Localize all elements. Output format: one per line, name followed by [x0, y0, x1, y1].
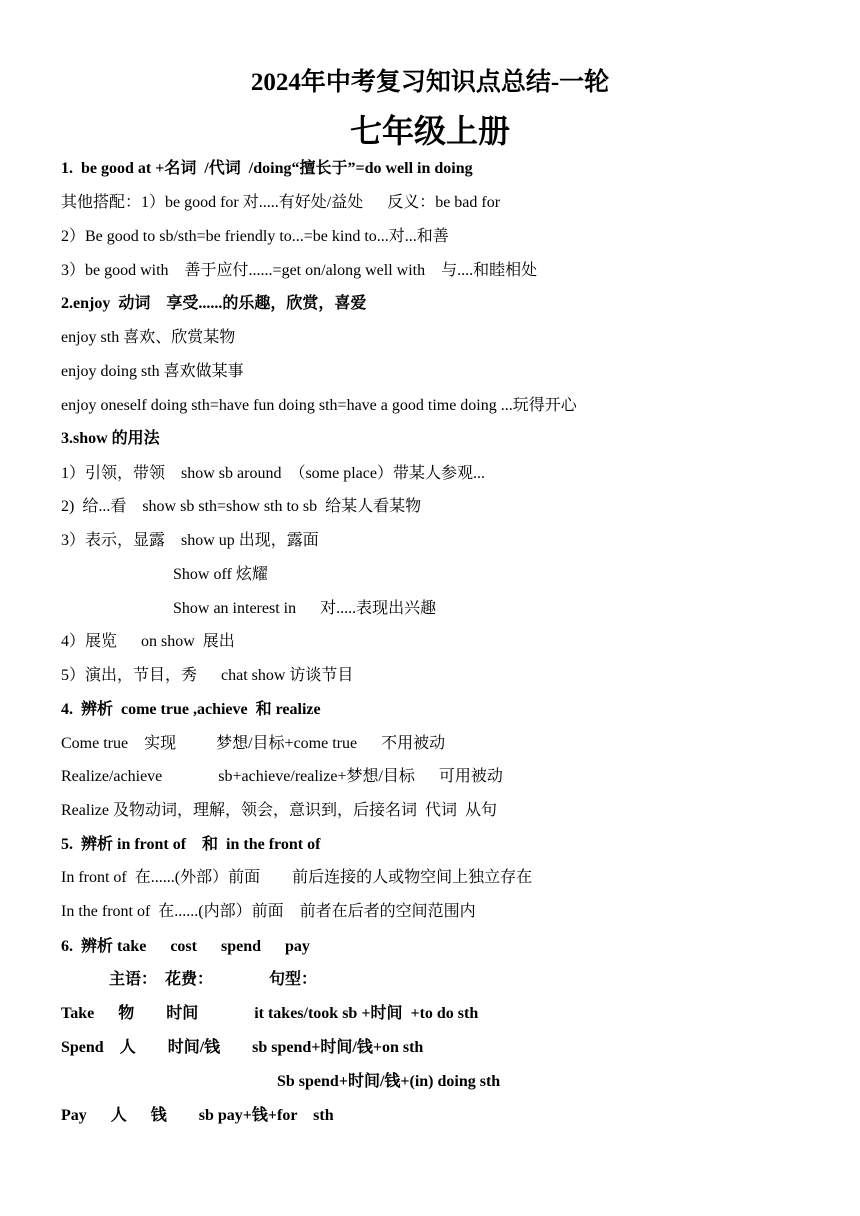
heading-come-true: 4. 辨析 come true ,achieve 和 realize [61, 701, 321, 718]
text-line: In the front of 在......(内部）前面 前者在后者的空间范围内 [61, 903, 476, 920]
table-row-pay: Pay 人 钱 sb pay+钱+for sth [61, 1107, 334, 1124]
text-line: enjoy doing sth 喜欢做某事 [61, 363, 244, 380]
text-line: Realize 及物动词，理解，领会，意识到，后接名词 代词 从句 [61, 802, 497, 819]
text-line: 1）引领，带领 show sb around （some place）带某人参观... [61, 465, 485, 482]
text-line: In front of 在......(外部）前面 前后连接的人或物空间上独立存在 [61, 869, 533, 886]
table-row-spend: Spend 人 时间/钱 sb spend+时间/钱+on sth [61, 1039, 424, 1056]
text-line: 5）演出，节目，秀 chat show 访谈节目 [61, 667, 354, 684]
text-line: 4）展览 on show 展出 [61, 633, 235, 650]
text-line: 3）表示，显露 show up 出现，露面 [61, 532, 319, 549]
text-line: 2) 给...看 show sb sth=show sth to sb 给某人看某物 [61, 498, 422, 515]
text-line: enjoy oneself doing sth=have fun doing sth=have a good time doing ...玩得开心 [61, 397, 577, 414]
text-line: 其他搭配：1）be good for 对.....有好处/益处 反义：be bad for [61, 194, 501, 211]
text-line: 3）be good with 善于应付......=get on/along well with 与....和睦相处 [61, 262, 538, 279]
table-row-spend-2: Sb spend+时间/钱+(in) doing sth [61, 1073, 501, 1090]
heading-be-good-at: 1. be good at +名词 /代词 /doing“擅长于”=do well in doing [61, 160, 473, 177]
heading-enjoy: 2.enjoy 动词 享受......的乐趣，欣赏，喜爱 [61, 295, 367, 312]
document-title: 2024年中考复习知识点总结-一轮 [250, 69, 610, 96]
heading-take-cost-spend-pay: 6. 辨析 take cost spend pay [61, 938, 310, 955]
text-line: Show off 炫耀 [61, 566, 268, 583]
text-line: enjoy sth 喜欢、欣赏某物 [61, 329, 236, 346]
table-row-take: Take 物 时间 it takes/took sb +时间 +to do sth [61, 1005, 479, 1022]
table-header-row: 主语： 花费： 句型： [61, 971, 318, 988]
document-subtitle: 七年级上册 [349, 113, 510, 149]
text-line: Show an interest in 对.....表现出兴趣 [61, 600, 437, 617]
heading-in-front-of: 5. 辨析 in front of 和 in the front of [61, 836, 321, 853]
heading-show: 3.show 的用法 [61, 430, 160, 447]
text-line: Realize/achieve sb+achieve/realize+梦想/目标 可用被动 [61, 768, 503, 785]
text-line: Come true 实现 梦想/目标+come true 不用被动 [61, 735, 446, 752]
text-line: 2）Be good to sb/sth=be friendly to...=be kind to...对...和善 [61, 228, 449, 245]
